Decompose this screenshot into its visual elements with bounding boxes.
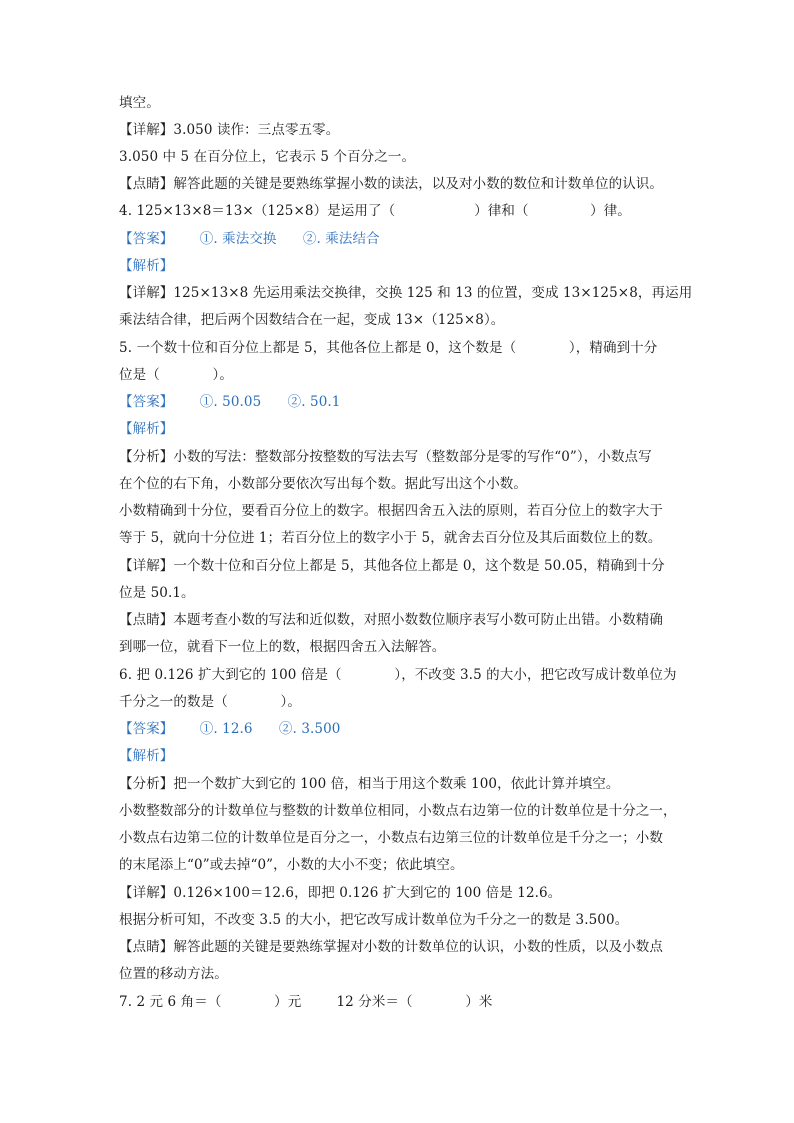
text-line: 【分析】把一个数扩大到它的 100 倍，相当于用这个数乘 100，依此计算并填空。 [119,776,620,792]
text-line: 小数精确到十分位，要看百分位上的数字。根据四舍五入法的原则，若百分位上的数字大于 [119,503,663,519]
text-line: 小数整数部分的计数单位与整数的计数单位相同，小数点右边第一位的计数单位是十分之一， [119,803,677,819]
analysis-heading: 【解析】 [119,258,174,274]
text-line: 千分之一的数是（ ）。 [119,694,301,710]
text-line: 的末尾添上“0”或去掉“0”，小数的大小不变；依此填空。 [119,857,464,873]
text-line: 位是 50.1。 [119,585,195,601]
text-line: 【点睛】本题考查小数的写法和近似数，对照小数数位顺序表写小数可防止出错。小数精确 [119,612,663,628]
analysis-heading: 【解析】 [119,748,174,764]
text-line: 填空。 [119,95,160,111]
text-line: 等于 5，就向十分位进 1；若百分位上的数字小于 5，就舍去百分位及其后面数位上的数。 [119,530,662,546]
text-line: 【详解】一个数十位和百分位上都是 5，其他各位上都是 0，这个数是 50.05，精确到十分 [119,558,665,574]
text-line: 【分析】小数的写法：整数部分按整数的写法去写（整数部分是零的写作“0”），小数点写 [119,449,652,465]
text-line: 小数点右边第二位的计数单位是百分之一，小数点右边第三位的计数单位是千分之一；小数 [119,830,663,846]
text-line: 【点睛】解答此题的关键是要熟练掌握小数的读法，以及对小数的数位和计数单位的认识。 [119,176,663,192]
question-5: 5. 一个数十位和百分位上都是 5，其他各位上都是 0，这个数是（ ），精确到十分 [119,340,658,356]
text-line: 位是（ ）。 [119,367,233,383]
text-line: 到哪一位，就看下一位上的数，根据四舍五入法解答。 [119,639,446,655]
question-7: 7. 2 元 6 角＝（ ）元 12 分米＝（ ）米 [119,994,493,1010]
text-line: 在个位的右下角，小数部分要依次写出每个数。据此写出这个小数。 [119,476,527,492]
text-line: 位置的移动方法。 [119,966,228,982]
answer-line: 【答案】 ①. 乘法交换 ②. 乘法结合 [119,231,380,247]
text-line: 【详解】125×13×8 先运用乘法交换律，交换 125 和 13 的位置，变成 13×125×8，再运用 [119,285,693,301]
text-line: 【点睛】解答此题的关键是要熟练掌握对小数的计数单位的认识，小数的性质，以及小数点 [119,939,663,955]
text-line: 【详解】3.050 读作：三点零五零。 [119,122,340,138]
question-6: 6. 把 0.126 扩大到它的 100 倍是（ ），不改变 3.5 的大小，把它改写成计数单位为 [119,667,677,683]
text-line: 3.050 中 5 在百分位上，它表示 5 个百分之一。 [119,149,416,165]
analysis-heading: 【解析】 [119,421,174,437]
text-line: 乘法结合律，把后两个因数结合在一起，变成 13×（125×8）。 [119,312,505,328]
text-line: 根据分析可知，不改变 3.5 的大小，把它改写成计数单位为千分之一的数是 3.500。 [119,912,629,928]
text-line: 【详解】0.126×100＝12.6，即把 0.126 扩大到它的 100 倍是 12.6。 [119,885,562,901]
question-4: 4. 125×13×8＝13×（125×8）是运用了（ ）律和（ ）律。 [119,203,631,219]
answer-line: 【答案】 ①. 12.6 ②. 3.500 [119,721,341,737]
answer-line: 【答案】 ①. 50.05 ②. 50.1 [119,394,341,410]
